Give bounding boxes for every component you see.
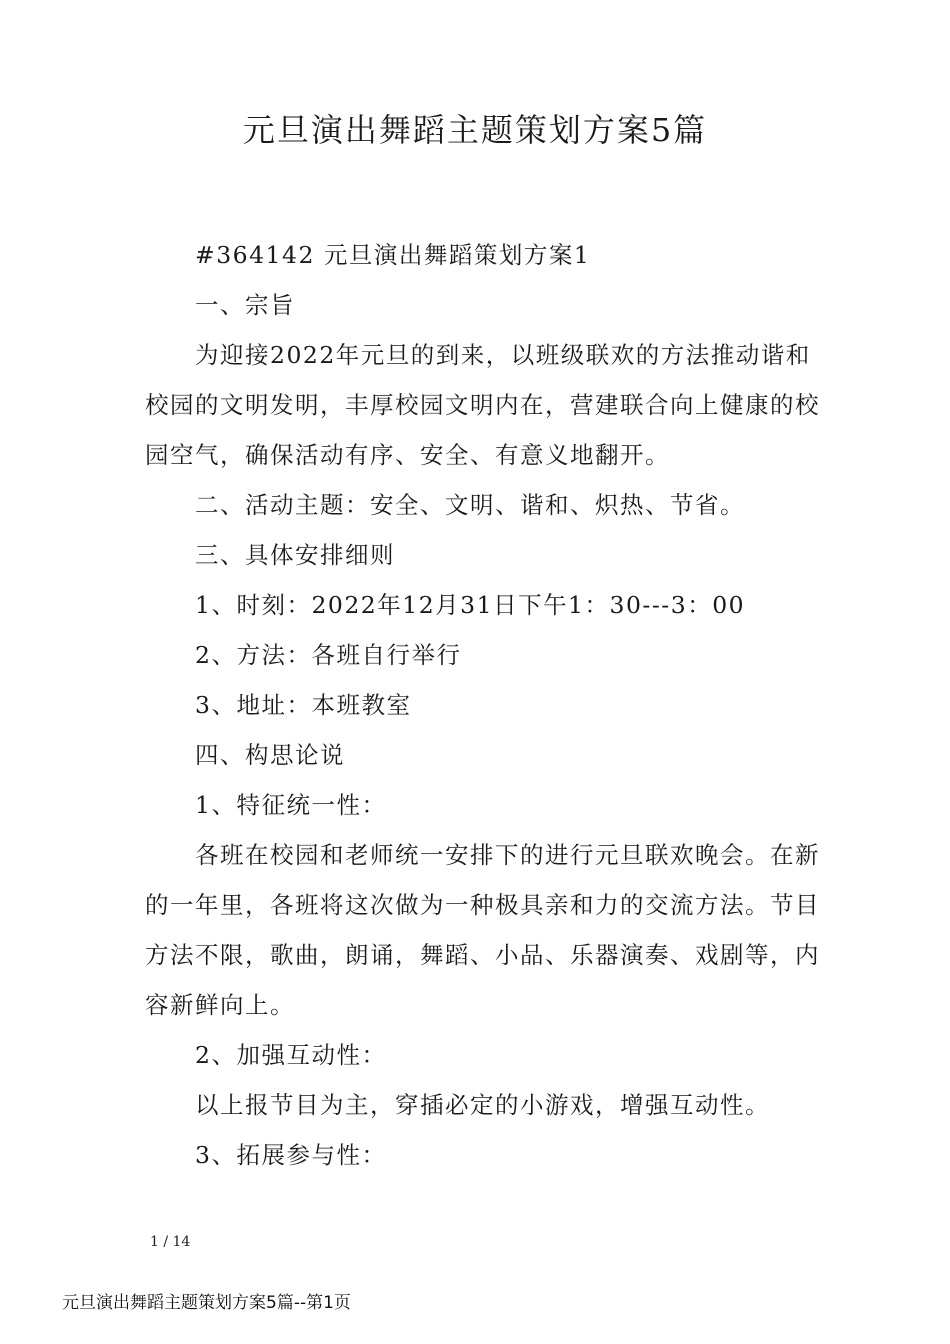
paragraph: 一、宗旨 — [195, 291, 295, 319]
page-number: 1 / 14 — [150, 1234, 191, 1250]
paragraph: 二、活动主题：安全、文明、谐和、炽热、节省。 — [195, 491, 745, 519]
page-footer: 元旦演出舞蹈主题策划方案5篇--第1页 — [62, 1293, 351, 1313]
paragraph: 2、加强互动性： — [195, 1041, 387, 1069]
paragraph: 3、拓展参与性： — [195, 1141, 387, 1169]
paragraph: 1、特征统一性： — [195, 791, 387, 819]
paragraph: 为迎接2022年元旦的到来，以班级联欢的方法推动谐和校园的文明发明，丰厚校园文明内在，营建联合向上健康的校园空气，确保活动有序、安全、有意义地翻开。 — [145, 341, 820, 469]
paragraph: 1、时刻：2022年12月31日下午1：30---3：00 — [195, 591, 746, 619]
paragraph: 3、地址：本班教室 — [195, 691, 412, 719]
paragraph: 三、具体安排细则 — [195, 541, 395, 569]
page-title: 元旦演出舞蹈主题策划方案5篇 — [242, 111, 708, 149]
paragraph: 2、方法：各班自行举行 — [195, 641, 462, 669]
paragraph: 各班在校园和老师统一安排下的进行元旦联欢晚会。在新的一年里，各班将这次做为一种极具亲和力的交流方法。节目方法不限，歌曲，朗诵，舞蹈、小品、乐器演奏、戏剧等，内容新鲜向上。 — [145, 841, 820, 1019]
document-body — [145, 230, 825, 1180]
paragraph: 四、构思论说 — [195, 741, 345, 769]
paragraph-heading: #364142 元旦演出舞蹈策划方案1 — [195, 241, 591, 269]
paragraph: 以上报节目为主，穿插必定的小游戏，增强互动性。 — [195, 1091, 770, 1119]
